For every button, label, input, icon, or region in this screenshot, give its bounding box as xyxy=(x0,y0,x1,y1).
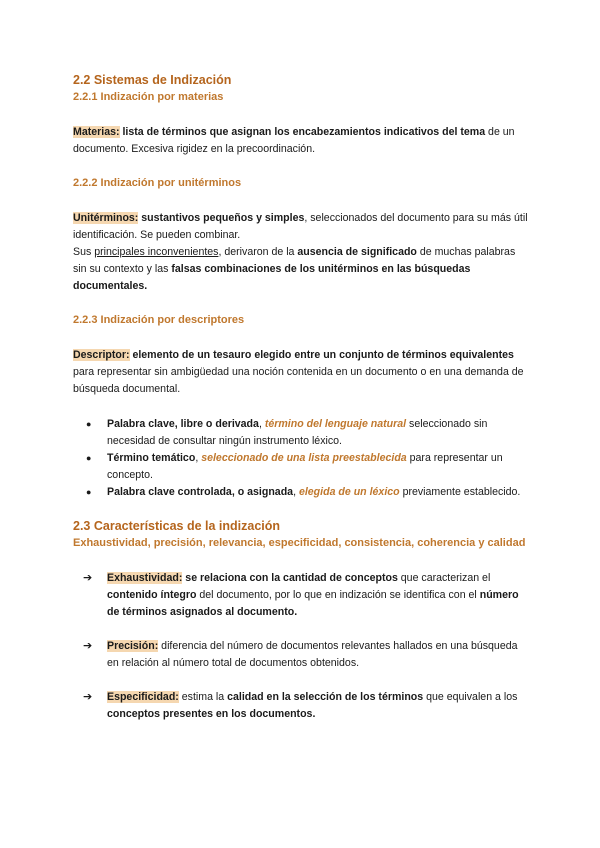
term-descriptor: Descriptor: xyxy=(73,349,130,361)
term-uniterminos: Unitérminos: xyxy=(73,212,139,224)
section-title-2-2: 2.2 Sistemas de Indización xyxy=(73,73,232,87)
paragraph-uniterminos: Unitérminos: sustantivos pequeños y simples, seleccionados del documento para su más útil identificación. Se pueden combinar. Sus principales inconvenientes, derivaron de la ausencia de significado de muchas palabras sin su contexto y las falsas combinaciones de los unitérminos en las búsquedas documentales. xyxy=(73,212,528,292)
subsection-title-2-2-1: 2.2.1 Indización por materias xyxy=(73,91,224,103)
list-item: ● Palabra clave controlada, o asignada, elegida de un léxico previamente establecido. xyxy=(73,484,528,501)
paragraph-materias: Materias: lista de términos que asignan los encabezamientos indicativos del tema de un documento. Excesiva rigidez en la precoordinación. xyxy=(73,126,515,155)
bullet-dot-icon: ● xyxy=(86,453,92,463)
arrow-item-precision: ➔ Precisión: diferencia del número de documentos relevantes hallados en una búsqueda en relación al número total de documentos obtenidos. xyxy=(83,640,518,669)
arrow-item-exhaustividad: ➔ Exhaustividad: se relaciona con la cantidad de conceptos que caracterizan el contenido íntegro del documento, por lo que en indización se identifica con el número de términos asignados al documento. xyxy=(83,572,519,618)
arrow-right-icon: ➔ xyxy=(83,691,93,703)
list-item: ● Palabra clave, libre o derivada, término del lenguaje natural seleccionado sin necesidad de consultar ningún instrumento léxico. xyxy=(86,418,488,447)
paragraph-descriptor: Descriptor: elemento de un tesauro elegido entre un conjunto de términos equivalentes para representar sin ambigüedad una noción contenida en un documento o en una demanda de búsqueda documental. xyxy=(73,349,524,395)
subsection-title-2-2-3: 2.2.3 Indización por descriptores xyxy=(73,314,245,326)
list-item: ● Término temático, seleccionado de una lista preestablecida para representar un concepto. xyxy=(86,452,503,481)
arrow-right-icon: ➔ xyxy=(83,572,93,584)
subsection-characteristics: Exhaustividad, precisión, relevancia, especificidad, consistencia, coherencia y calidad xyxy=(73,537,526,549)
bullet-dot-icon: ● xyxy=(86,419,92,429)
arrow-item-especificidad: ➔ Especificidad: estima la calidad en la selección de los términos que equivalen a los conceptos presentes en los documentos. xyxy=(83,691,518,720)
bullet-dot-icon: ● xyxy=(86,487,92,497)
document-page xyxy=(73,72,528,723)
bullet-list xyxy=(73,416,528,501)
section-title-2-3: 2.3 Características de la indización xyxy=(73,519,281,533)
subsection-title-2-2-2: 2.2.2 Indización por unitérminos xyxy=(73,177,242,189)
arrow-right-icon: ➔ xyxy=(83,640,93,652)
term-materias: Materias: xyxy=(73,126,120,138)
